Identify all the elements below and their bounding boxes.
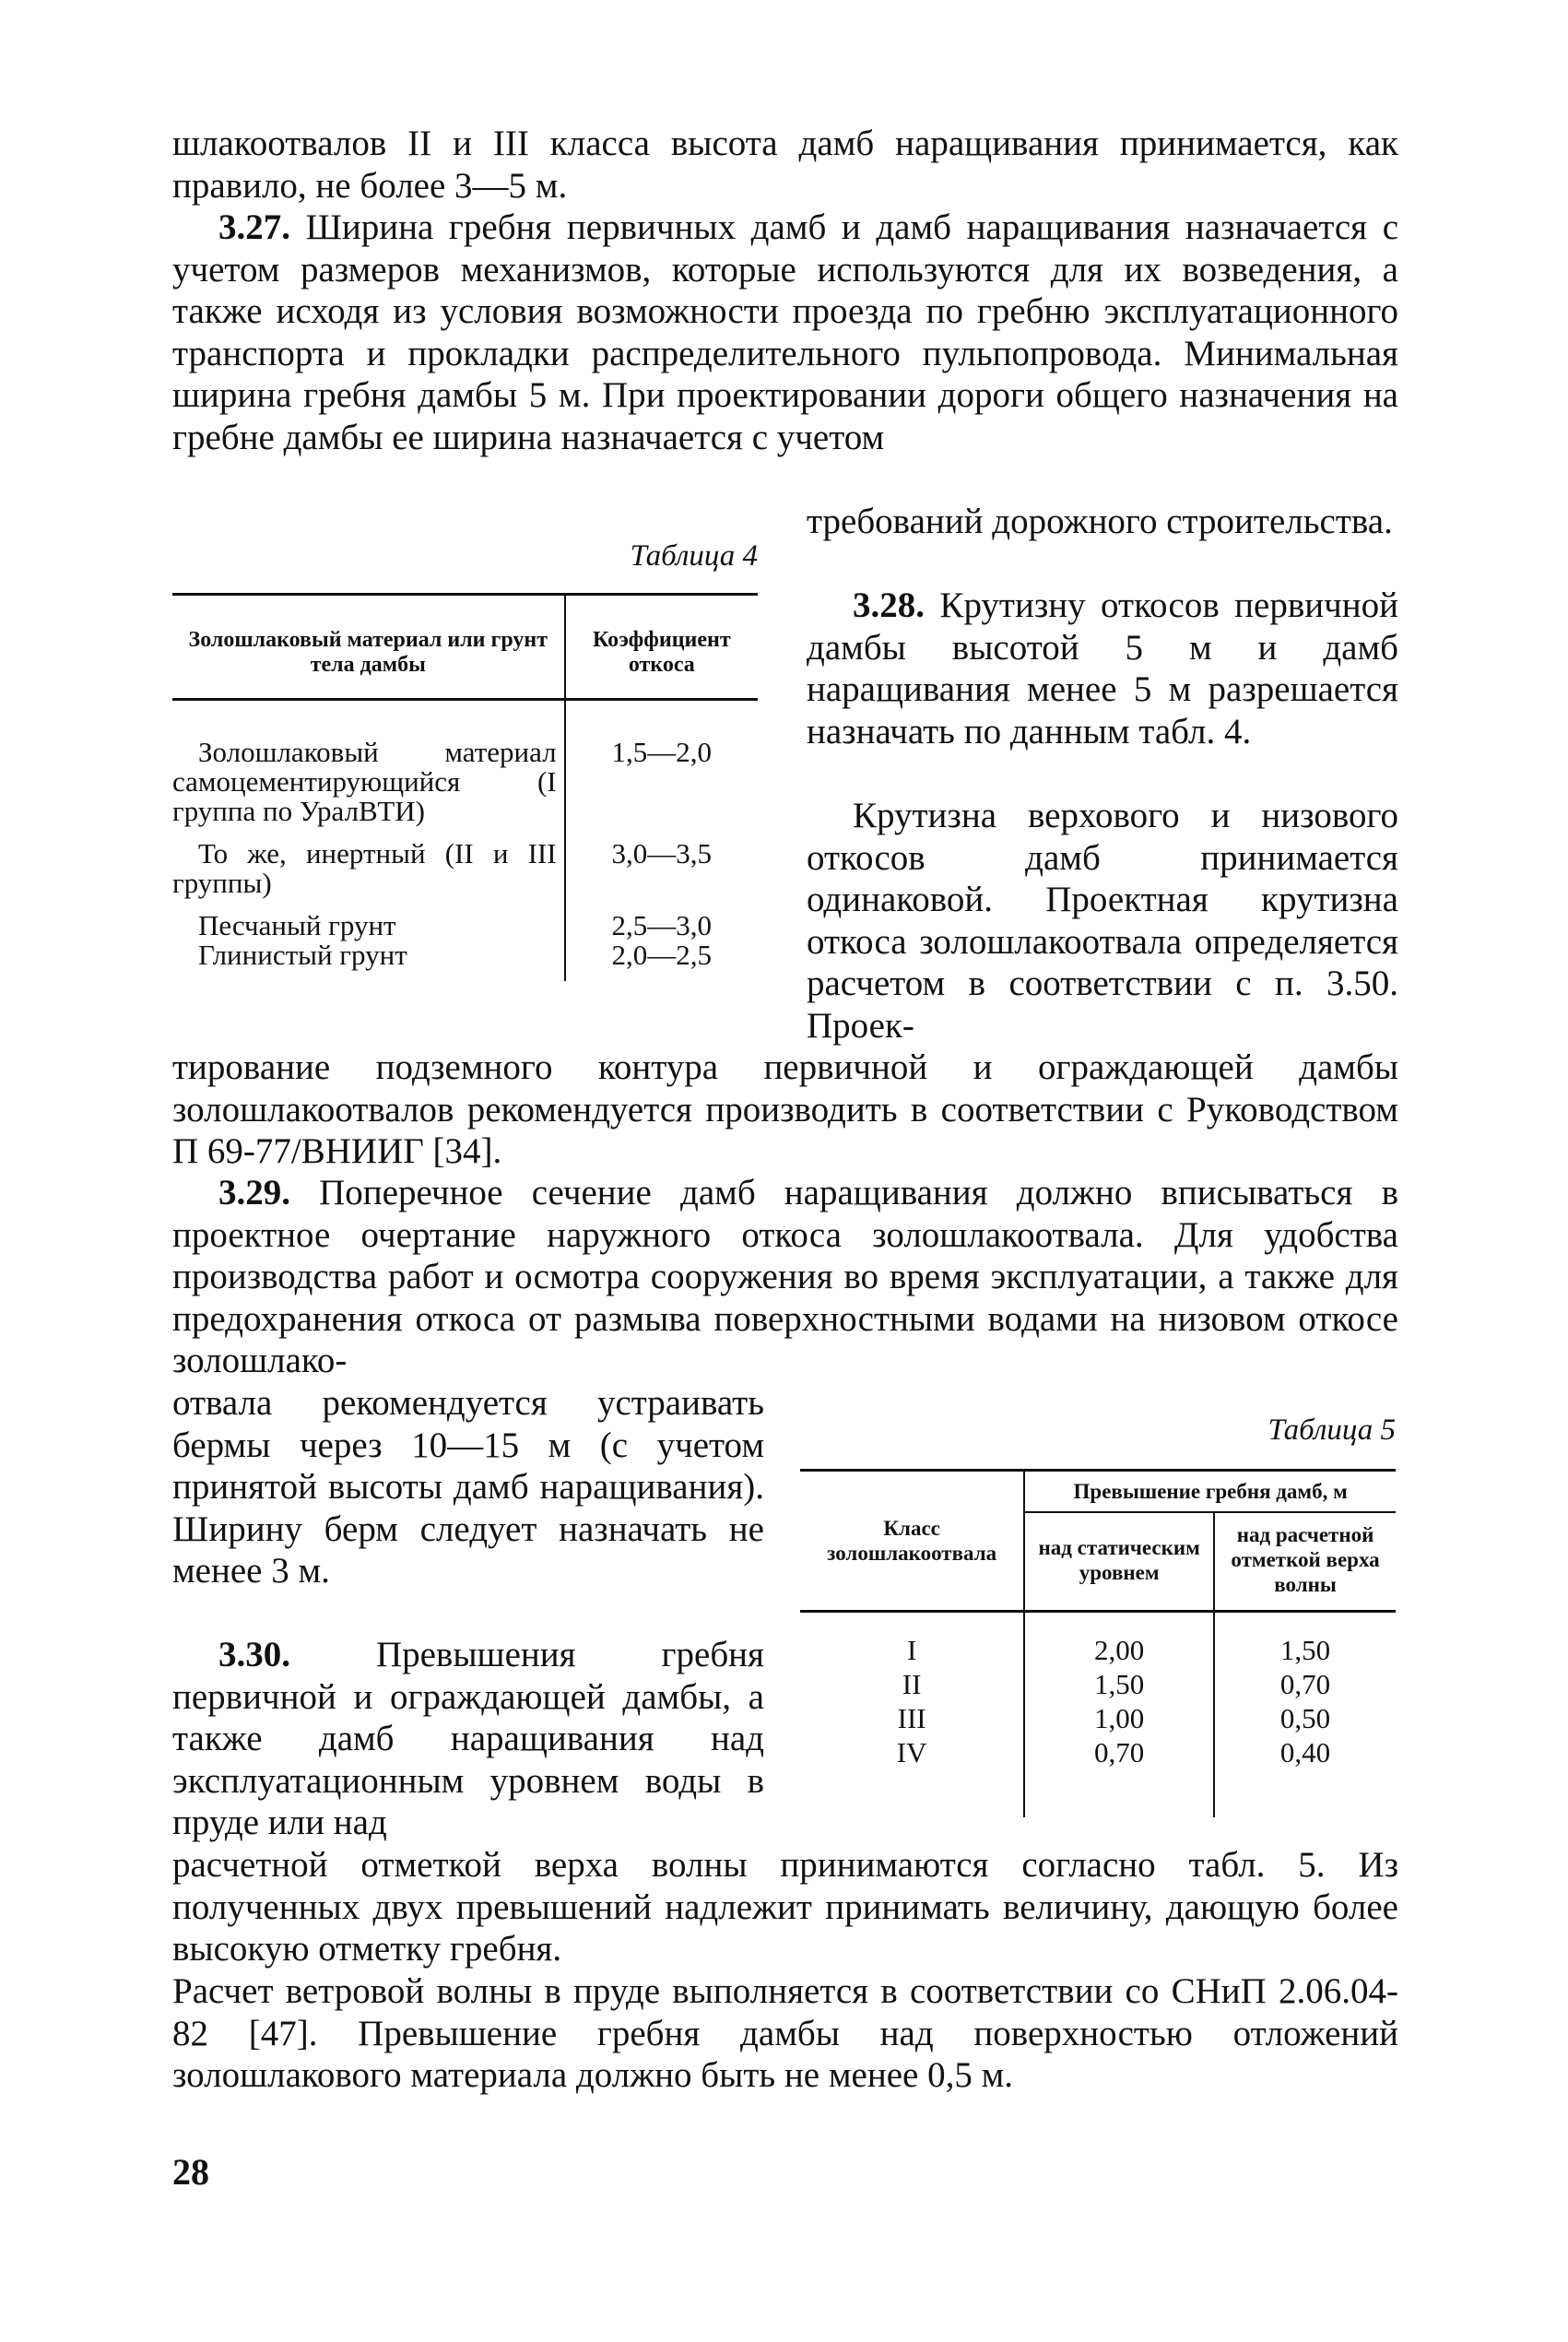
table-cell: 1,50 <box>1214 1612 1396 1668</box>
paragraph-text: Поперечное сечение дамб наращивания должно вписываться в проектное очертание наружного откоса золошлакоотвала. Для удобства производства работ и осмотра сооружения во время эксплуатации, а также для предохранения откоса от размыва поверхностными водами на низовом откосе золошлако- <box>172 1173 1398 1380</box>
table-5-caption: Таблица 5 <box>1267 1413 1396 1447</box>
paragraph-3-27-tail: требований дорожного строительства. <box>807 502 1393 541</box>
table-header-cell: Превышение гребня дамб, м <box>1024 1471 1396 1513</box>
paragraph-text: Превышения гребня первичной и ограждающей дамбы, а также дамб наращивания над эксплуатационным уровнем воды в пруде или над <box>172 1635 764 1842</box>
table-cell: 2,0—2,5 <box>565 940 758 981</box>
table-row <box>800 1667 1396 1701</box>
table-cell: 2,5—3,0 <box>565 898 758 940</box>
paragraph-3-30-tail: расчетной отметкой верха волны принимаются согласно табл. 5. Из полученных двух превышений надлежит принимать величину, дающую более высокую отметку гребня. <box>172 1845 1398 1969</box>
table-4-caption: Таблица 4 <box>630 539 758 573</box>
table-cell: Глинистый грунт <box>198 939 407 971</box>
table-row <box>800 1612 1396 1668</box>
intro-paragraph: шлакоотвалов II и III класса высота дамб наращивания принимается, как правило, не более 3—5 м. <box>172 124 1398 206</box>
paragraph-number: 3.30. <box>218 1635 290 1674</box>
table-row <box>172 826 758 898</box>
table-cell: 3,0—3,5 <box>565 826 758 898</box>
table-header-cell: Коэффициент откоса <box>565 595 758 700</box>
table-cell: III <box>897 1702 926 1734</box>
table-cell: 0,70 <box>1024 1735 1214 1817</box>
paragraph-number: 3.27. <box>218 207 290 247</box>
table-5 <box>800 1469 1396 1817</box>
table-cell: 1,50 <box>1024 1667 1214 1701</box>
table-cell: 0,40 <box>1214 1735 1396 1817</box>
paragraph-3-28-continued: Крутизна верхового и низового откосов дамб принимается одинаковой. Проектная крутизна откоса золошлакоотвала определяется расчетом в соответствии с п. 3.50. Проек- <box>807 796 1398 1046</box>
table-header-cell: над расчетной отметкой верха волны <box>1214 1512 1396 1612</box>
table-header-row <box>800 1471 1396 1513</box>
table-cell: Золошлаковый материал самоцементирующийся (I группа по УралВТИ) <box>172 736 557 827</box>
paragraph-3-28-tail: тирование подземного контура первичной и ограждающей дамбы золошлакоотвалов рекомендуется производить в соответствии с Руководством П 69-77/ВНИИГ [34]. <box>172 1047 1398 1171</box>
table-4 <box>172 593 758 981</box>
table-header-cell: Класс золошлакоотвала <box>800 1471 1024 1612</box>
table-cell: То же, инертный (II и III группы) <box>172 837 557 899</box>
final-paragraph: Расчет ветровой волны в пруде выполняется в соответствии со СНиП 2.06.04-82 [47]. Превышение гребня дамбы над поверхностью отложений золошлакового материала должно быть не менее 0,5 м. <box>172 1971 1398 2095</box>
table-cell: Песчаный грунт <box>198 909 396 941</box>
table-cell: I <box>906 1634 917 1666</box>
table-header-cell: над статическим уровнем <box>1024 1512 1214 1612</box>
paragraph-number: 3.29. <box>218 1173 290 1212</box>
paragraph-3-29 <box>172 1172 1398 1382</box>
paragraph-3-27 <box>172 207 1398 458</box>
table-cell: 2,00 <box>1024 1612 1214 1668</box>
table-cell: 0,70 <box>1214 1667 1396 1701</box>
table-cell: 1,5—2,0 <box>565 700 758 827</box>
paragraph-number: 3.28. <box>853 586 925 625</box>
table-row <box>800 1701 1396 1735</box>
table-row <box>172 898 758 940</box>
table-cell: IV <box>896 1736 927 1768</box>
page-number: 28 <box>172 2151 209 2193</box>
table-row <box>800 1735 1396 1817</box>
table-row <box>172 940 758 981</box>
table-header-row <box>172 595 758 700</box>
paragraph-text: Крутизну откосов первичной дамбы высотой 5 м и дамб наращивания менее 5 м разрешается назначать по данным табл. 4. <box>807 586 1398 751</box>
paragraph-3-28 <box>807 585 1398 752</box>
table-cell: II <box>902 1668 922 1700</box>
paragraph-3-29-tail: отвала рекомендуется устраивать бермы через 10—15 м (с учетом принятой высоты дамб наращивания). Ширину берм следует назначать не менее 3 м. <box>172 1383 764 1591</box>
paragraph-3-30 <box>172 1634 764 1844</box>
table-cell: 1,00 <box>1024 1701 1214 1735</box>
table-header-cell: Золошлаковый материал или грунт тела дамбы <box>172 595 565 700</box>
table-cell: 0,50 <box>1214 1701 1396 1735</box>
table-row <box>172 700 758 827</box>
paragraph-text: Ширина гребня первичных дамб и дамб наращивания назначается с учетом размеров механизмов, которые используются для их возведения, а также исходя из условия возможности проезда по гребню эксплуатационного транспорта и прокладки распределительного пульпопровода. Минимальная ширина гребня дамбы 5 м. При проектировании дороги общего назначения на гребне дамбы ее ширина назначается с учетом <box>172 207 1398 457</box>
